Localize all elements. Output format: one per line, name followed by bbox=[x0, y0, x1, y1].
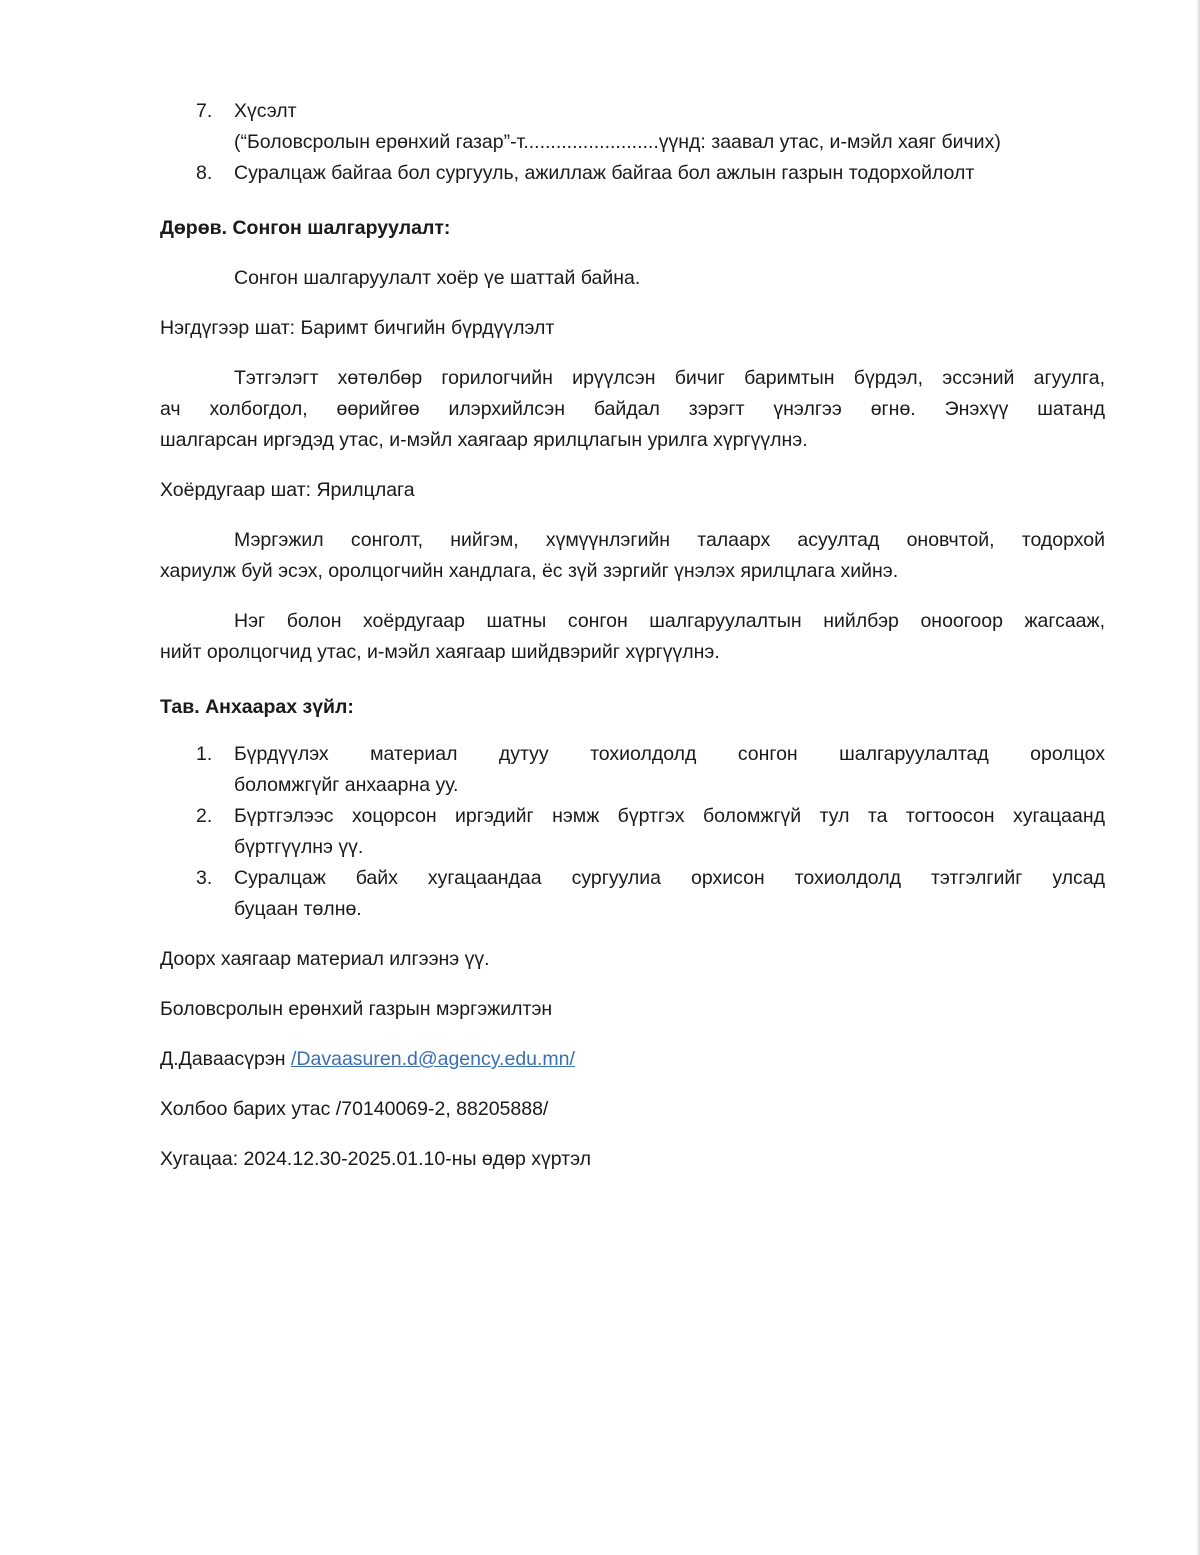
list-item-text: боломжгүйг анхаарна уу. bbox=[234, 774, 459, 796]
list-item-text: Бүрдүүлэх материал дутуу тохиолдолд сонгон шалгаруулалтад оролцох bbox=[234, 743, 1105, 765]
list-item-text: Бүртгэлээс хоцорсон иргэдийг нэмж бүртгэх боломжгүй тул та тогтоосон хугацаанд bbox=[234, 805, 1105, 827]
stage-title: Нэгдүгээр шат: Баримт бичгийн бүрдүүлэлт bbox=[160, 317, 555, 339]
list-item bbox=[160, 96, 1105, 158]
page-edge-shadow bbox=[1196, 0, 1200, 1555]
contact-email-link[interactable]: /Davaasuren.d@agency.edu.mn/ bbox=[291, 1048, 575, 1070]
paragraph-line: Мэргэжил сонголт, нийгэм, хүмүүнлэгийн талаарх асуултад оновчтой, тодорхой bbox=[234, 529, 1105, 551]
list-number: 2. bbox=[196, 805, 213, 827]
paragraph-line: шалгарсан иргэдэд утас, и-мэйл хаягаар ярилцлагын урилга хүргүүлнэ. bbox=[160, 429, 808, 451]
stage-title: Хоёрдугаар шат: Ярилцлага bbox=[160, 479, 415, 501]
deadline: Хугацаа: 2024.12.30-2025.01.10-ны өдөр хүртэл bbox=[160, 1148, 592, 1170]
send-note: Доорх хаягаар материал илгээнэ үү. bbox=[160, 948, 490, 970]
paragraph bbox=[160, 525, 1105, 587]
list-number: 8. bbox=[196, 162, 213, 184]
section-heading: Дөрөв. Сонгон шалгаруулалт: bbox=[160, 217, 451, 239]
list-item bbox=[160, 739, 1105, 801]
document-body bbox=[160, 96, 1105, 1175]
list-item bbox=[160, 801, 1105, 863]
paragraph-line: нийт оролцогчид утас, и-мэйл хаягаар шийдвэрийг хүргүүлнэ. bbox=[160, 641, 720, 663]
list-number: 7. bbox=[196, 100, 213, 122]
notice-list bbox=[160, 739, 1105, 925]
list-item-text: Хүсэлт bbox=[234, 100, 297, 122]
contact-name: Д.Даваасүрэн bbox=[160, 1048, 291, 1070]
contact-position: Боловсролын ерөнхий газрын мэргэжилтэн bbox=[160, 998, 553, 1020]
list-number: 1. bbox=[196, 743, 213, 765]
paragraph-line: Нэг болон хоёрдугаар шатны сонгон шалгаруулалтын нийлбэр оноогоор жагсааж, bbox=[234, 610, 1105, 632]
list-item-text: Суралцаж байгаа бол сургууль, ажиллаж байгаа бол ажлын газрын тодорхойлолт bbox=[234, 162, 975, 184]
list-item-text: Суралцаж байх хугацаандаа сургуулиа орхисон тохиолдолд тэтгэлгийг улсад bbox=[234, 867, 1105, 889]
list-item-text: бүртгүүлнэ үү. bbox=[234, 836, 364, 858]
list-number: 3. bbox=[196, 867, 213, 889]
paragraph bbox=[160, 363, 1105, 456]
contact-phone: Холбоо барих утас /70140069-2, 88205888/ bbox=[160, 1098, 549, 1120]
section-heading: Тав. Анхаарах зүйл: bbox=[160, 696, 354, 718]
list-item bbox=[160, 863, 1105, 925]
list-item-text: (“Боловсролын ерөнхий газар”-т.........................үүнд: заавал утас, и-мэйл хаяг бичих) bbox=[234, 131, 1001, 153]
contact-line bbox=[160, 1044, 1105, 1075]
paragraph-line: Тэтгэлэгт хөтөлбөр горилогчийн ирүүлсэн бичиг баримтын бүрдэл, эссэний агуулга, bbox=[234, 367, 1105, 389]
paragraph-line: хариулж буй эсэх, оролцогчийн хандлага, ёс зүй зэргийг үнэлэх ярилцлага хийнэ. bbox=[160, 560, 899, 582]
list-item-text: буцаан төлнө. bbox=[234, 898, 362, 920]
list-item bbox=[160, 158, 1105, 189]
paragraph bbox=[160, 606, 1105, 668]
paragraph: Сонгон шалгаруулалт хоёр үе шаттай байна. bbox=[234, 267, 641, 289]
paragraph-line: ач холбогдол, өөрийгөө илэрхийлсэн байдал зэрэгт үнэлгээ өгнө. Энэхүү шатанд bbox=[160, 398, 1105, 420]
